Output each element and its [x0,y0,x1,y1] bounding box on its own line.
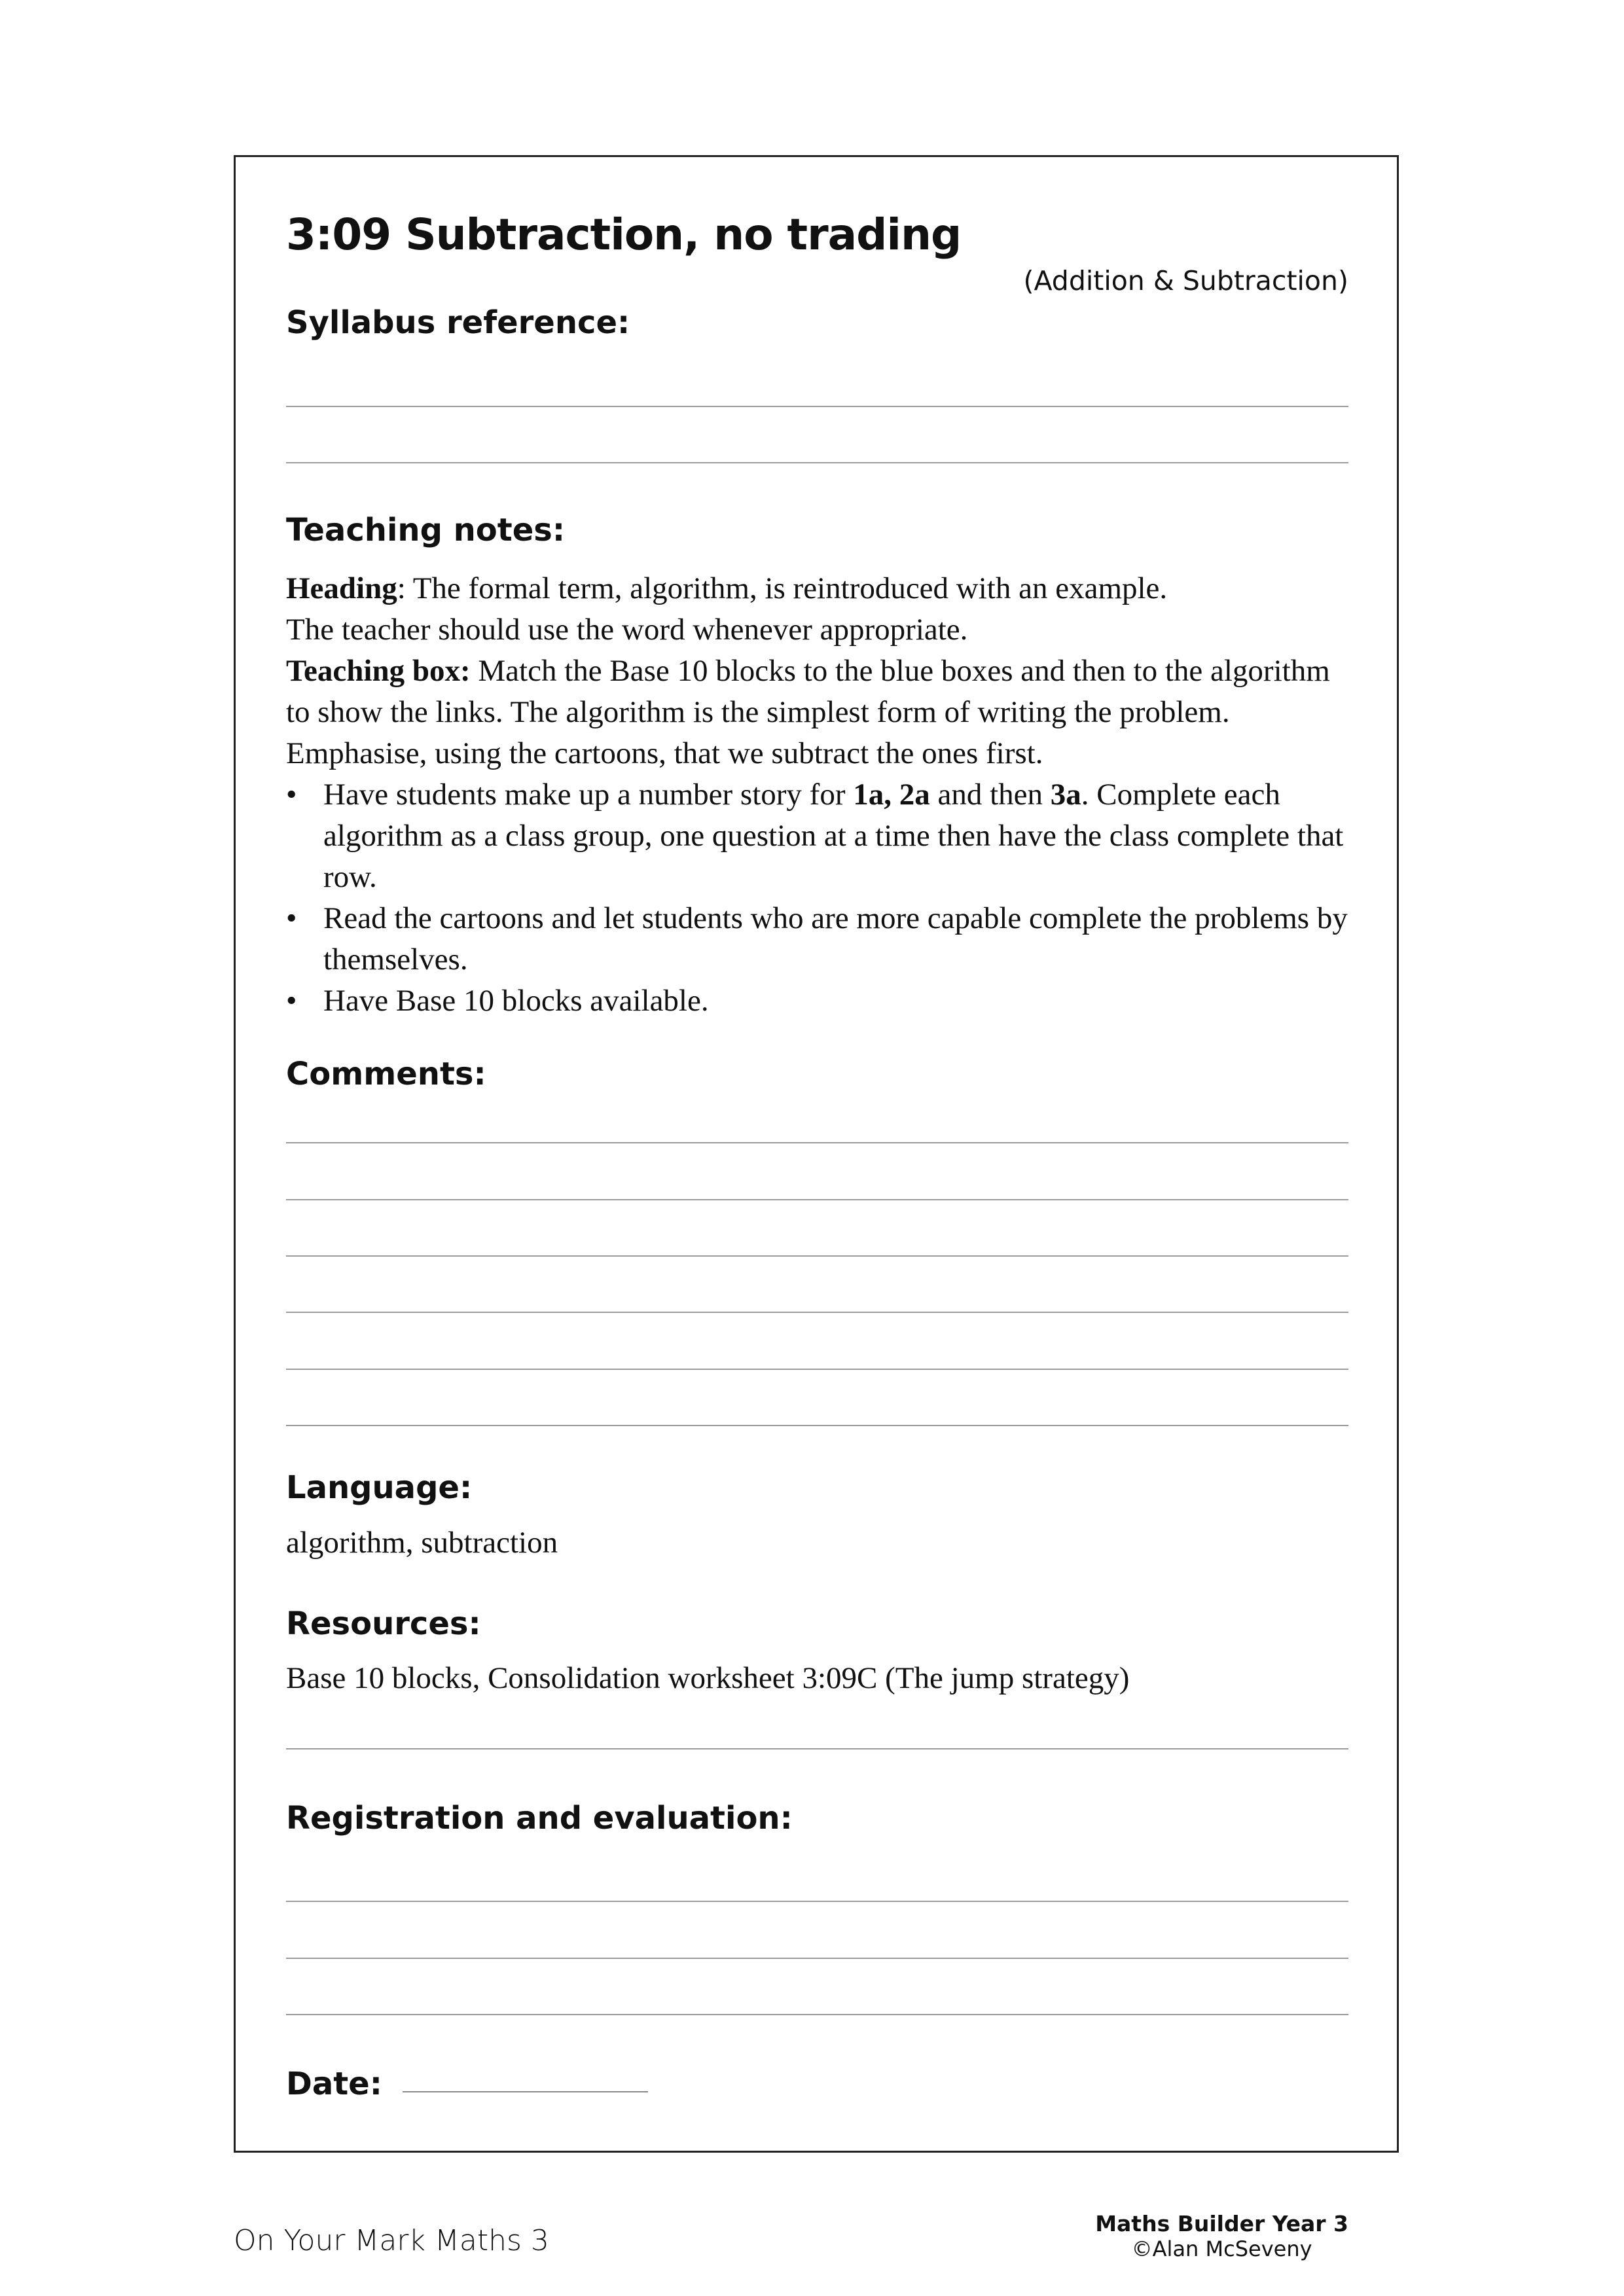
comments-line-1[interactable] [286,1142,1348,1143]
comments-heading: Comments: [286,1056,486,1092]
resources-text: Base 10 blocks, Consolidation worksheet 3:09C (The jump strategy) [286,1661,1130,1695]
heading-note-line2: The teacher should use the word whenever appropriate. [286,613,968,647]
teaching-box-note [286,651,1353,774]
date-line[interactable] [403,2091,648,2092]
strand-label: (Addition & Subtraction) [1023,265,1348,296]
bullet-icon: • [286,778,297,812]
registration-line-1[interactable] [286,1901,1348,1902]
heading-note-label: Heading [286,571,397,605]
footer-copyright: ©Alan McSeveny [1131,2236,1312,2261]
syllabus-line-1[interactable] [286,406,1348,407]
list-item [286,898,1353,980]
bullet1-bold-d: 3a [1050,778,1081,812]
language-text: algorithm, subtraction [286,1526,558,1560]
syllabus-line-2[interactable] [286,462,1348,463]
resources-line[interactable] [286,1748,1348,1749]
teaching-notes-list [286,774,1353,1022]
list-item [286,980,1353,1022]
heading-note-text: : The formal term, algorithm, is reintroduced with an example. [397,571,1168,605]
teaching-box-label: Teaching box: [286,654,471,688]
comments-line-3[interactable] [286,1255,1348,1257]
footer-book-title: Maths Builder Year 3 [1095,2211,1348,2236]
bullet-icon: • [286,901,297,935]
teaching-notes-heading: Teaching notes: [286,512,566,548]
resources-heading: Resources: [286,1605,481,1642]
heading-note [286,568,1353,609]
teaching-notes-body [286,568,1353,1022]
comments-line-2[interactable] [286,1199,1348,1200]
syllabus-heading: Syllabus reference: [286,304,630,341]
registration-heading: Registration and evaluation: [286,1800,793,1837]
date-heading: Date: [286,2066,382,2102]
bullet1-text-e: . Complete each algorithm as a class group, one question at a time then have the class complete that row. [323,778,1344,894]
comments-line-4[interactable] [286,1312,1348,1313]
bullet2-text: Read the cartoons and let students who are more capable complete the problems by themselves. [323,901,1348,977]
bullet1-text-c: and then [929,778,1051,812]
comments-line-6[interactable] [286,1425,1348,1426]
bullet1-text-a: Have students make up a number story for [323,778,854,812]
footer-credits [1095,2211,1348,2261]
worksheet-frame [234,155,1399,2153]
bullet-icon: • [286,984,297,1018]
list-item [286,774,1353,898]
bullet1-bold-b: 1a, 2a [853,778,930,812]
registration-line-3[interactable] [286,2014,1348,2015]
teaching-box-text: Match the Base 10 blocks to the blue boxes and then to the algorithm to show the links. The algorithm is the simplest form of writing the problem. Emphasise, using the cartoons, that we subtract the ones first. [286,654,1330,770]
bullet3-text: Have Base 10 blocks available. [323,984,709,1018]
language-heading: Language: [286,1469,473,1506]
page-title: 3:09 Subtraction, no trading [286,209,962,260]
comments-line-5[interactable] [286,1369,1348,1370]
registration-line-2[interactable] [286,1958,1348,1959]
footer-series-title: On Your Mark Maths 3 [234,2224,549,2257]
